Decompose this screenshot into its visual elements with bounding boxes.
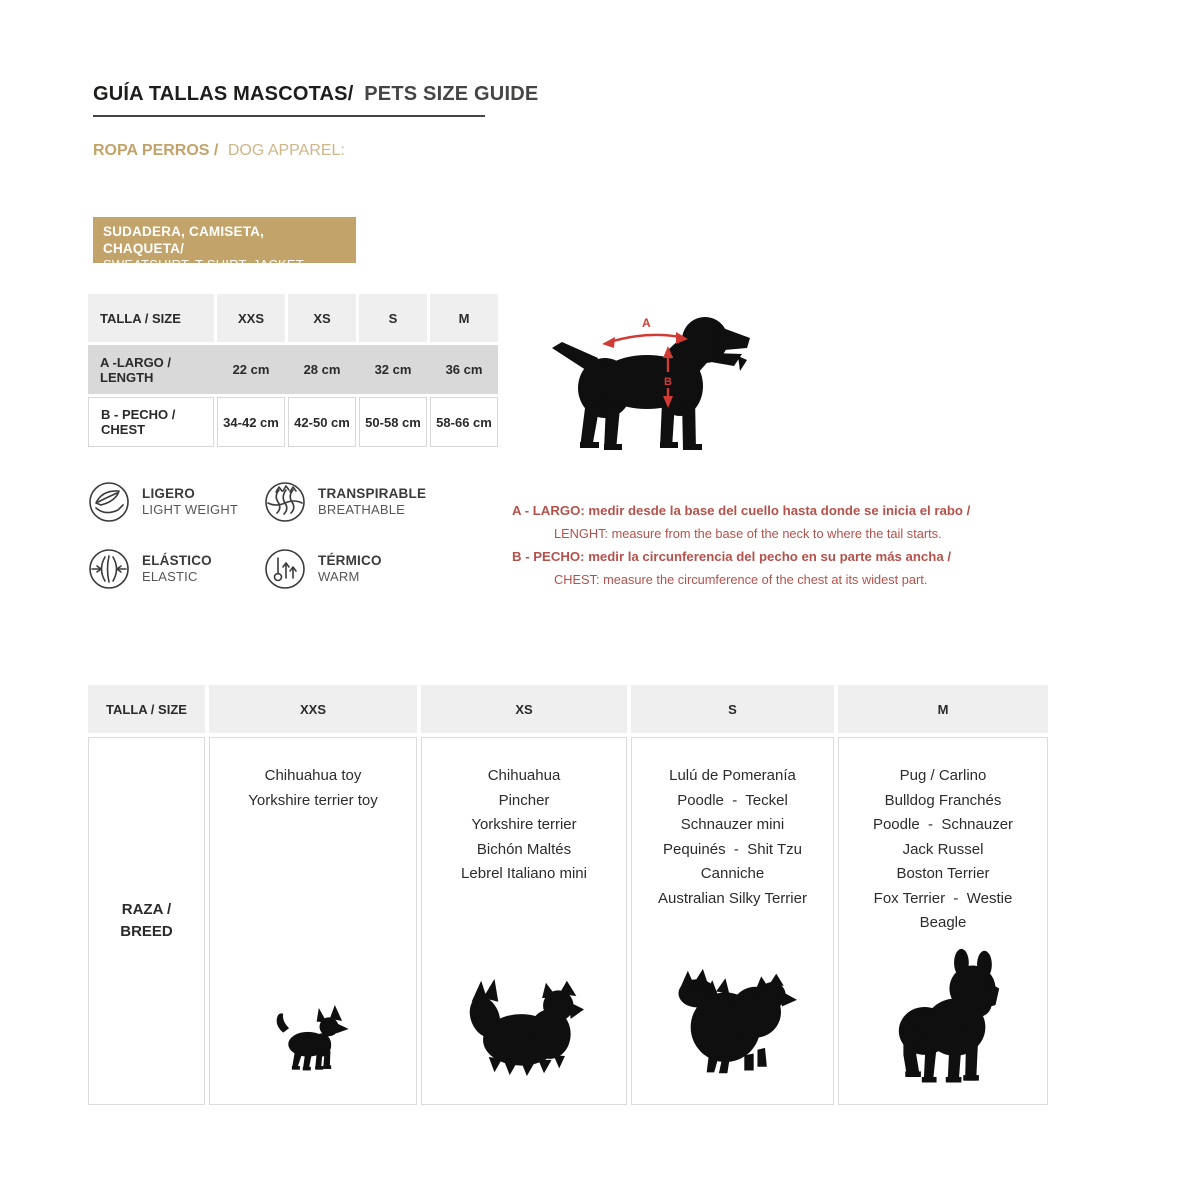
title-spanish: GUÍA TALLAS MASCOTAS/ bbox=[93, 83, 354, 105]
title-underline bbox=[93, 115, 485, 117]
subtitle-english: DOG APPAREL: bbox=[227, 142, 345, 159]
size-table-header-cell: TALLA / SIZE bbox=[88, 294, 214, 342]
note-label: B - PECHO: bbox=[512, 549, 585, 564]
breed-table-header-cell: S bbox=[631, 685, 834, 733]
title-english: PETS SIZE GUIDE bbox=[364, 83, 539, 105]
breed-line: Yorkshire terrier bbox=[471, 816, 577, 833]
category-banner bbox=[93, 217, 356, 272]
note-line bbox=[512, 499, 982, 522]
breed-table-body-row bbox=[88, 737, 1048, 1105]
breed-table-header-cell: XS bbox=[421, 685, 627, 733]
french-bulldog-silhouette bbox=[883, 948, 1003, 1088]
feature-lightweight bbox=[88, 481, 238, 523]
breed-list bbox=[210, 738, 416, 813]
breed-table bbox=[88, 685, 1048, 1109]
size-table-header-row bbox=[88, 294, 498, 342]
breed-line: Boston Terrier bbox=[896, 865, 990, 882]
chest-value: 58-66 cm bbox=[430, 397, 498, 447]
breed-row-label-line: BREED bbox=[120, 923, 173, 940]
feature-label-en: WARM bbox=[318, 569, 360, 584]
feather-lightweight-icon bbox=[88, 481, 130, 523]
note-text: LENGHT: measure from the base of the neck to where the tail starts. bbox=[554, 526, 942, 541]
measurement-notes bbox=[512, 499, 982, 591]
breed-line: Lulú de Pomeranía bbox=[669, 767, 796, 784]
labrador-silhouette bbox=[552, 317, 750, 450]
arrow-b-label: B bbox=[664, 376, 672, 388]
arrow-a-label: A bbox=[642, 316, 651, 330]
breed-cell-xs bbox=[421, 737, 627, 1105]
breed-line: Lebrel Italiano mini bbox=[461, 865, 587, 882]
feature-label-es: ELÁSTICO bbox=[142, 553, 212, 568]
breed-line: Canniche bbox=[700, 865, 765, 882]
size-table-header-cell: XS bbox=[288, 294, 356, 342]
breed-line: Chihuahua toy bbox=[264, 767, 362, 784]
size-table-header-cell: S bbox=[359, 294, 427, 342]
breed-line: Beagle bbox=[919, 914, 967, 931]
feature-thermal bbox=[264, 548, 382, 590]
note-text: medir la circunferencia del pecho en su parte más ancha / bbox=[584, 549, 951, 564]
breed-row-label bbox=[88, 737, 205, 1105]
measuring-diagram-dog bbox=[550, 298, 758, 458]
length-value: 28 cm bbox=[303, 362, 341, 377]
breed-cell-s bbox=[631, 737, 834, 1105]
breed-line: Poodle - Schnauzer bbox=[872, 816, 1014, 833]
banner-line-spanish: SUDADERA, CAMISETA, CHAQUETA/ bbox=[103, 224, 265, 256]
breed-line: Australian Silky Terrier bbox=[658, 889, 807, 907]
size-table-header-cell: M bbox=[430, 294, 498, 342]
elastic-icon bbox=[88, 548, 130, 590]
size-table-length-row bbox=[88, 345, 498, 394]
thermal-icon bbox=[264, 548, 306, 590]
feature-label-es: TRANSPIRABLE bbox=[318, 486, 427, 501]
breed-line: Poodle - Teckel bbox=[677, 791, 788, 809]
breed-line: Schnauzer mini bbox=[680, 816, 785, 833]
breed-table-header-row bbox=[88, 685, 1048, 733]
yorkshire-silhouette bbox=[462, 977, 586, 1077]
breed-table-header-cell: XXS bbox=[209, 685, 417, 733]
breed-cell-m bbox=[838, 737, 1048, 1105]
breed-line: Jack Russel bbox=[902, 840, 984, 858]
pomeranian-silhouette bbox=[667, 967, 799, 1078]
breathable-icon bbox=[264, 481, 306, 523]
breed-line: Bichón Maltés bbox=[476, 840, 572, 858]
breed-cell-xxs bbox=[209, 737, 417, 1105]
note-line bbox=[512, 522, 982, 545]
page-subtitle bbox=[93, 142, 345, 160]
feature-label-es: TÉRMICO bbox=[318, 553, 382, 568]
breed-row-label-line: RAZA / bbox=[121, 901, 172, 918]
feature-label-es: LIGERO bbox=[142, 486, 195, 501]
subtitle-spanish: ROPA PERROS / bbox=[93, 142, 219, 159]
feature-label-en: BREATHABLE bbox=[318, 502, 406, 517]
length-row-label: A -LARGO / LENGTH bbox=[100, 354, 172, 385]
length-value: 22 cm bbox=[232, 362, 270, 377]
note-line bbox=[512, 545, 982, 568]
size-table bbox=[88, 294, 498, 450]
breed-line: Chihuahua bbox=[487, 767, 561, 784]
note-text: CHEST: measure the circumference of the chest at its widest part. bbox=[554, 572, 928, 587]
breed-table-header-cell: TALLA / SIZE bbox=[88, 685, 205, 733]
note-line bbox=[512, 568, 982, 591]
breed-line: Pequinés - Shit Tzu bbox=[663, 840, 802, 858]
breed-list bbox=[422, 738, 626, 887]
chest-value: 50-58 cm bbox=[359, 397, 427, 447]
feature-elastic bbox=[88, 548, 212, 590]
breed-list bbox=[632, 738, 833, 911]
feature-label-en: LIGHT WEIGHT bbox=[142, 502, 239, 517]
banner-line-english: SWEATSHIRT, T-SHIRT, JACKET bbox=[103, 257, 304, 272]
chest-value: 34-42 cm bbox=[217, 397, 285, 447]
chest-row-label: B - PECHO / CHEST bbox=[88, 397, 214, 447]
breed-line: Fox Terrier - Westie bbox=[873, 889, 1013, 907]
note-text: medir desde la base del cuello hasta donde se inicia el rabo / bbox=[584, 503, 971, 518]
note-label: A - LARGO: bbox=[512, 503, 585, 518]
chest-value: 42-50 cm bbox=[288, 397, 356, 447]
length-value: 36 cm bbox=[445, 362, 483, 377]
breed-line: Pug / Carlino bbox=[899, 767, 987, 784]
page-title bbox=[93, 83, 538, 106]
size-table-header-cell: XXS bbox=[217, 294, 285, 342]
breed-list bbox=[839, 738, 1047, 936]
breed-table-header-cell: M bbox=[838, 685, 1048, 733]
breed-line: Yorkshire terrier toy bbox=[248, 791, 378, 809]
size-table-chest-row bbox=[88, 397, 498, 447]
length-value: 32 cm bbox=[374, 362, 412, 377]
chihuahua-silhouette bbox=[273, 999, 353, 1072]
feature-label-en: ELASTIC bbox=[142, 569, 198, 584]
feature-breathable bbox=[264, 481, 426, 523]
breed-line: Pincher bbox=[498, 791, 550, 809]
breed-line: Bulldog Franchés bbox=[884, 791, 1002, 809]
